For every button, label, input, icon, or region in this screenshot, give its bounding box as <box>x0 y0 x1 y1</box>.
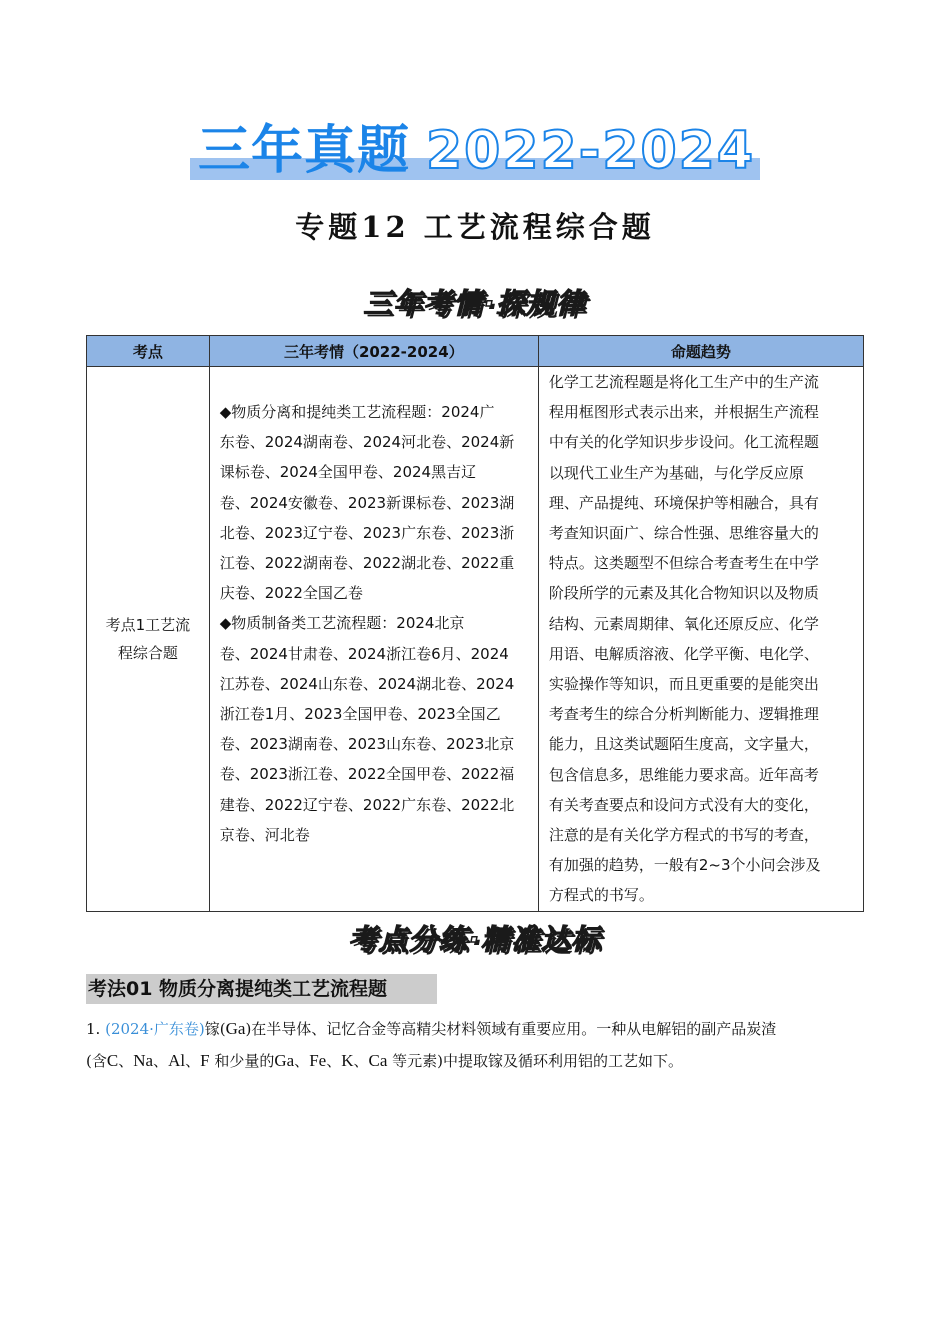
element-na: Na <box>133 1051 154 1070</box>
separator: 、 <box>118 1052 134 1070</box>
situation-line: 浙江卷1月、2023全国甲卷、2023全国乙 <box>219 705 501 724</box>
situation-line: 京卷、河北卷 <box>219 825 310 844</box>
question-source: (2024·广东卷) <box>105 1020 205 1038</box>
trend-line: 以现代工业生产为基础，与化学反应原 <box>548 463 804 482</box>
question-number: 1. <box>86 1020 101 1038</box>
point-line: 程综合题 <box>117 643 178 662</box>
header-situation: 三年考情（2022-2024） <box>209 336 538 367</box>
question-text: 等元素)中提取镓及循环利用铝的工艺如下。 <box>392 1052 684 1070</box>
header-trend: 命题趋势 <box>538 336 863 367</box>
trend-line: 考查知识面广、综合性强、思维容量大的 <box>548 524 819 543</box>
element-fe: Fe <box>309 1051 327 1070</box>
trend-line: 实验操作等知识，而且更重要的是能突出 <box>548 675 819 694</box>
trend-line: 能力，且这类试题陌生度高，文字量大， <box>548 735 819 754</box>
separator: 、 <box>185 1052 201 1070</box>
situation-line: 江苏卷、2024山东卷、2024湖北卷、2024 <box>219 674 515 693</box>
situation-line: 卷、2024甘肃卷、2024浙江卷6月、2024 <box>219 644 509 663</box>
law-heading: 考法01 物质分离提纯类工艺流程题 <box>86 974 437 1004</box>
topic-title: 专题12 工艺流程综合题 <box>295 210 655 244</box>
trend-line: 有关考查要点和设问方式没有大的变化， <box>548 795 819 814</box>
element-ga: Ga <box>274 1051 295 1070</box>
section-banner-trends: 三年考情·探规律 <box>363 287 587 320</box>
situation-line: 卷、2023浙江卷、2022全国甲卷、2022福 <box>219 765 515 784</box>
trend-line: 包含信息多，思维能力要求高。近年高考 <box>548 765 819 784</box>
situation-line: 江卷、2022湖南卷、2022湖北卷、2022重 <box>219 554 515 573</box>
element-ga: Ga <box>225 1019 246 1038</box>
section-banner-practice: 考点分练·精准达标 <box>348 923 602 956</box>
table-header-row <box>87 336 864 367</box>
element-al: Al <box>168 1051 186 1070</box>
trend-line: 有加强的趋势，一般有2~3个小问会涉及 <box>548 856 821 875</box>
situation-line: ◆物质分离和提纯类工艺流程题：2024广 <box>219 403 495 421</box>
table-row <box>87 367 864 912</box>
trend-line: 理、产品提纯、环境保护等相融合，具有 <box>548 493 819 512</box>
trend-line: 考查考生的综合分析判断能力、逻辑推理 <box>548 705 819 724</box>
question-text: 和少量的 <box>214 1052 275 1070</box>
situation-line: 北卷、2023辽宁卷、2023广东卷、2023浙 <box>219 523 515 542</box>
banner-years: 2022-2024 <box>426 121 756 181</box>
trend-line: 特点。这类题型不但综合考查考生在中学 <box>548 554 819 573</box>
separator: 、 <box>153 1052 169 1070</box>
trend-line: 结构、元素周期律、氧化还原反应、化学 <box>548 614 819 633</box>
situation-line: 建卷、2022辽宁卷、2022广东卷、2022北 <box>219 795 515 814</box>
trend-line: 程用框图形式表示出来，并根据生产流程 <box>548 403 819 422</box>
trend-line: 用语、电解质溶液、化学平衡、电化学、 <box>548 644 819 663</box>
trend-line: 注意的是有关化学方程式的书写的考查， <box>548 826 819 845</box>
situation-line: 课标卷、2024全国甲卷、2024黑吉辽 <box>219 463 477 482</box>
question-text: 镓( <box>204 1020 226 1038</box>
separator: 、 <box>326 1052 342 1070</box>
element-c: C <box>106 1051 119 1070</box>
situation-line: 卷、2024安徽卷、2023新课标卷、2023湖 <box>219 493 515 512</box>
trend-line: 阶段所学的元素及其化合物知识以及物质 <box>548 584 819 603</box>
situation-line: 庆卷、2022全国乙卷 <box>219 584 363 603</box>
trend-line: 方程式的书写。 <box>548 886 654 905</box>
trend-line: 化学工艺流程题是将化工生产中的生产流 <box>548 373 819 391</box>
banner-title: 三年真题 <box>198 121 411 181</box>
question-line-2 <box>86 1046 876 1076</box>
element-f: F <box>200 1051 210 1070</box>
exam-table <box>86 335 864 912</box>
situation-line: 东卷、2024湖南卷、2024河北卷、2024新 <box>219 433 515 452</box>
situation-line: 卷、2023湖南卷、2023山东卷、2023北京 <box>219 735 515 754</box>
point-line: 考点1工艺流 <box>105 615 191 634</box>
cell-trend <box>538 367 863 912</box>
question-text: )在半导体、记忆合金等高精尖材料领域有重要应用。一种从电解铝的副产品炭渣 <box>245 1020 777 1038</box>
situation-line: ◆物质制备类工艺流程题：2024北京 <box>219 614 465 633</box>
cell-situation <box>209 367 538 912</box>
question-text: (含 <box>86 1052 107 1070</box>
separator: 、 <box>294 1052 310 1070</box>
cell-point <box>87 367 210 912</box>
trend-line: 中有关的化学知识步步设问。化工流程题 <box>548 433 819 452</box>
separator: 、 <box>353 1052 369 1070</box>
title-banner <box>190 118 760 184</box>
question-line-1 <box>86 1014 876 1044</box>
element-ca: Ca <box>368 1051 388 1070</box>
element-k: K <box>341 1051 354 1070</box>
header-point: 考点 <box>87 336 210 367</box>
